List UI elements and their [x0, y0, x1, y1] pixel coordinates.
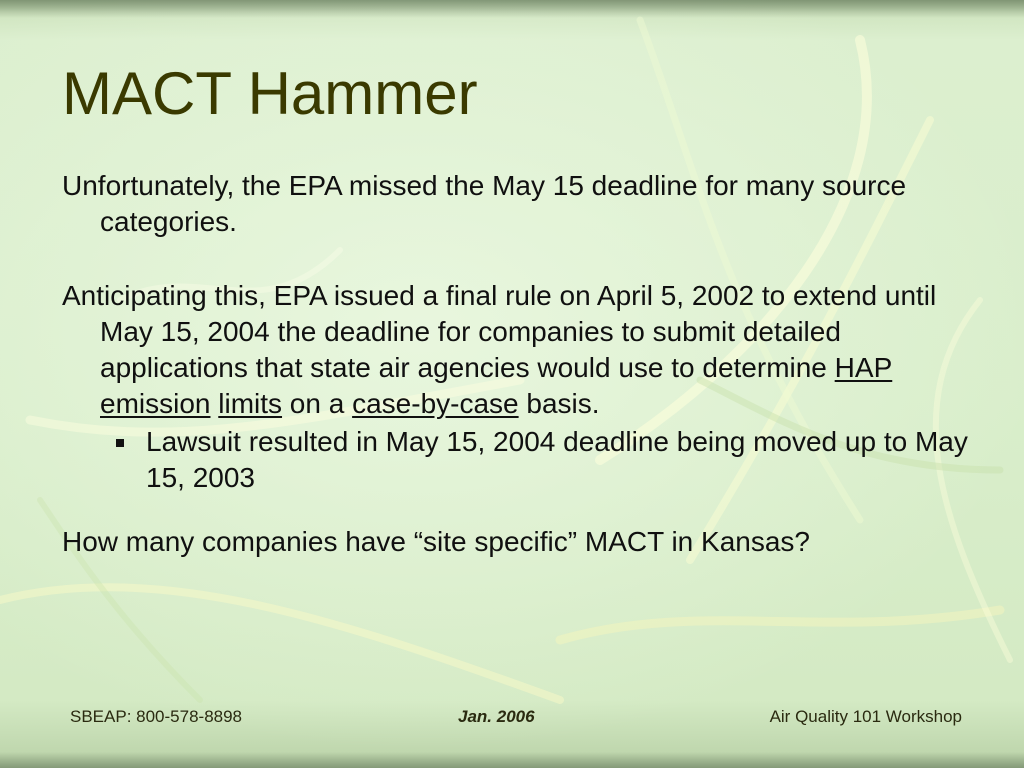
basis-text: basis. — [518, 388, 600, 419]
paragraph-final-rule — [62, 278, 982, 422]
paragraph-question: How many companies have “site specific” MACT in Kansas? — [62, 526, 811, 557]
final-rule-text: Anticipating this, EPA issued a final rule on April 5, 2002 to extend until May 15, 2004 the deadline for companies to submit detailed applications that state air agencies would use to determine — [62, 280, 937, 383]
hap-emission-link[interactable]: HAP emission — [100, 352, 893, 419]
footer-date: Jan. 2006 — [458, 707, 535, 726]
limits-link[interactable]: limits — [218, 388, 283, 419]
case-by-case-link[interactable]: case-by-case — [352, 388, 519, 419]
slide-body — [62, 168, 982, 560]
lawsuit-text: Lawsuit resulted in May 15, 2004 deadline being moved up to May 15, 2003 — [146, 426, 968, 493]
paragraph-missed-deadline: Unfortunately, the EPA missed the May 15 deadline for many source categories. — [62, 170, 907, 237]
slide-title: MACT Hammer — [62, 60, 478, 127]
footer-phone: SBEAP: 800-578-8898 — [70, 707, 243, 726]
footer-workshop: Air Quality 101 Workshop — [769, 707, 962, 726]
on-a-text: on a — [282, 388, 353, 419]
square-bullet-icon — [116, 439, 124, 447]
sub-bullet-lawsuit — [62, 424, 982, 496]
